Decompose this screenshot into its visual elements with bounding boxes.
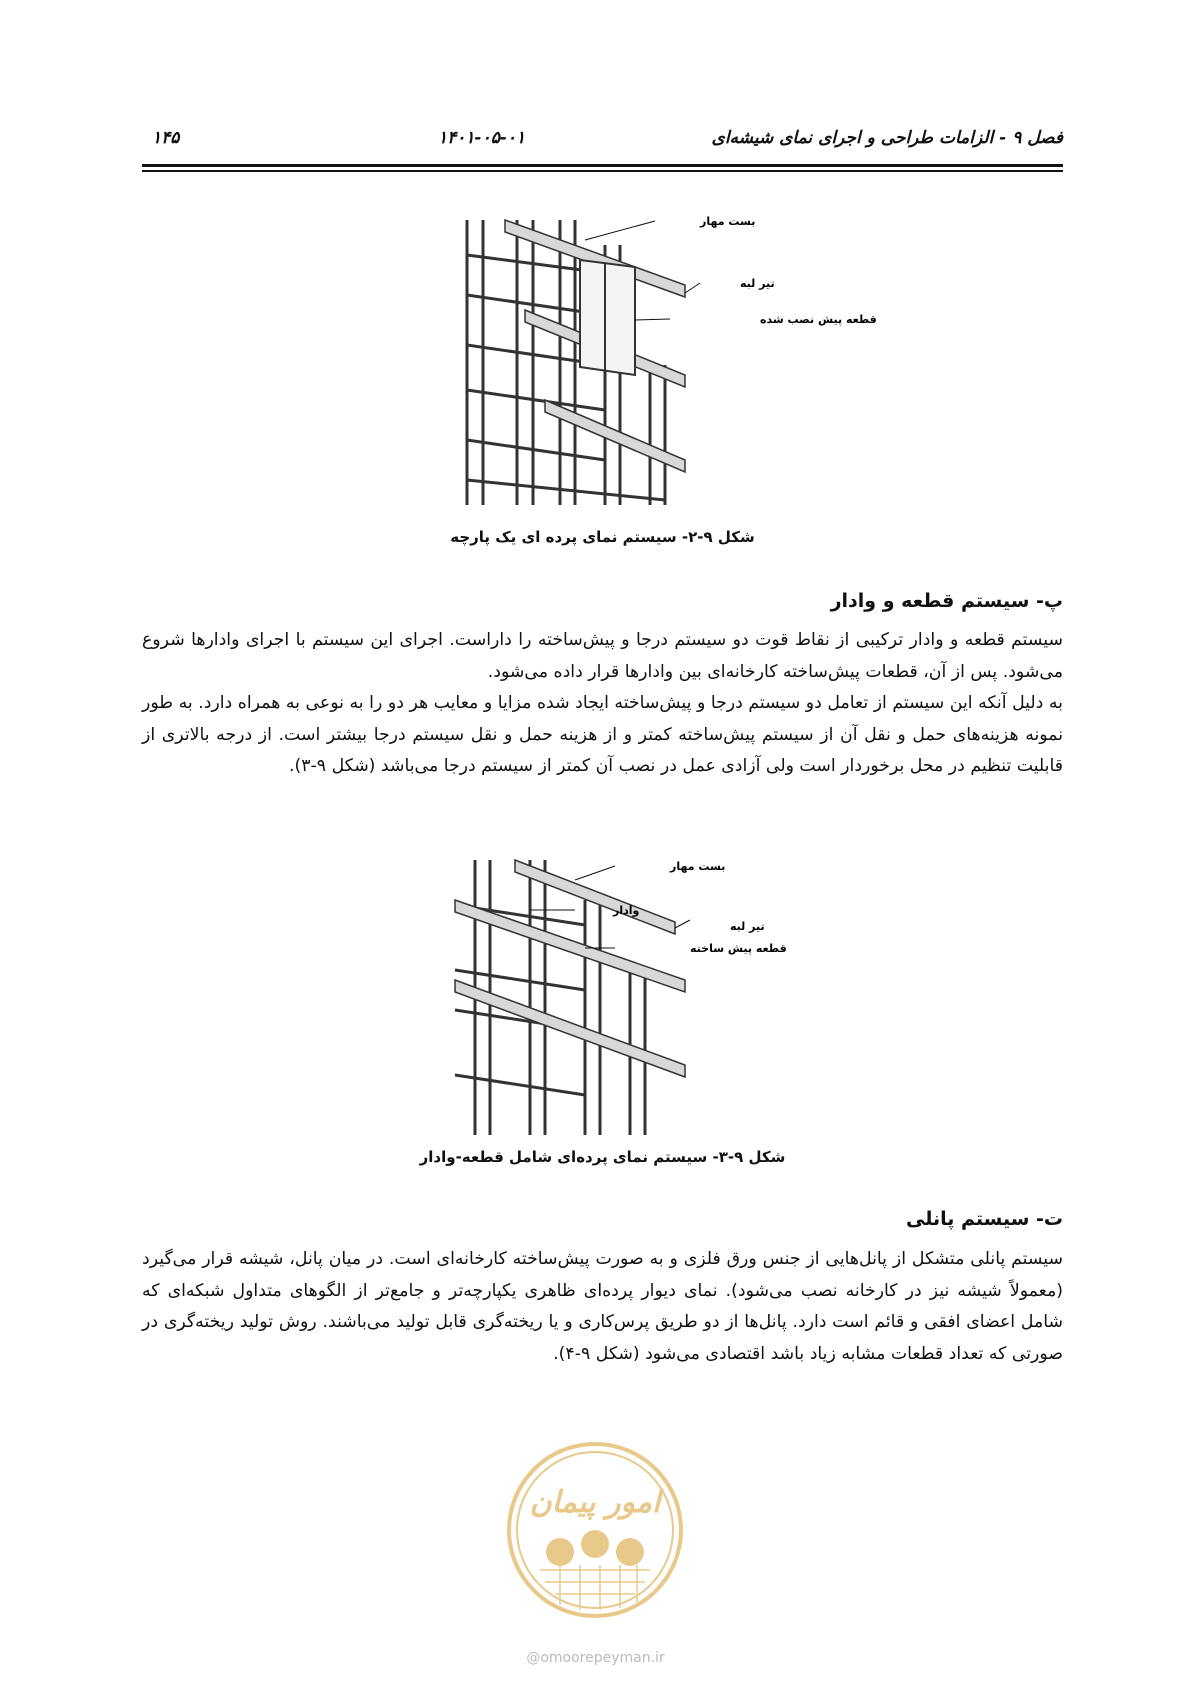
watermark-handle: @omoorepeyman.ir [526,1650,665,1666]
figure2-label-mullion: وادار [613,904,640,917]
figure-stick-unit-curtain-wall [455,860,787,1135]
watermark-logo-text: امور پیمان [529,1485,661,1520]
section-p-paragraph-2: به دلیل آنکه این سیستم از تعامل دو سیستم درجا و پیش‌ساخته ایجاد شده مزایا و معایب هر دو را به نوعی به همراه دارد. به طور نمونه هزینه‌های حمل و نقل آن از سیستم پیش‌ساخته کمتر و از هزینه حمل و نقل سیستم درجا بیشتر است. از درجه بالاتری از قابلیت تنظیم در محل برخوردار است ولی آزادی عمل در نصب آن کمتر از سیستم درجا می‌باشد (شکل ۹-۳). [142,693,1063,776]
header-date: ۱۴۰۱-۰۵-۰۱ [438,128,526,148]
section-p-paragraph-1: سیستم قطعه و وادار ترکیبی از نقاط قوت دو سیستم درجا و پیش‌ساخته را داراست. اجرای این سیستم با اجرای وادارها شروع می‌شود. پس از آن، قطعات پیش‌ساخته کارخانه‌ای بین وادارها قرار داده می‌شود. [142,630,1063,682]
watermark-logo [505,1440,685,1620]
figure2-label-edge-beam: تیر لبه [730,920,765,933]
section-p-body [142,625,1063,783]
header-rule-bottom [142,170,1063,172]
figure2-label-prefab: قطعه پیش ساخته [690,942,787,955]
figure1-caption: شکل ۹-۲- سیستم نمای پرده ای یک پارچه [450,528,755,546]
chapter-title: فصل ۹ - الزامات طراحی و اجرای نمای شیشه‌ای [711,128,1063,148]
figure1-label-anchor: بست مهار [700,215,756,228]
figure1-label-edge-beam: تیر لبه [740,277,775,290]
figure2-caption: شکل ۹-۳- سیستم نمای پرده‌ای شامل قطعه-وادار [419,1148,786,1166]
header-rule-top [142,164,1063,167]
figure2-label-anchor: بست مهار [670,860,726,873]
figure-unitized-curtain-wall [455,215,877,505]
page-number: ۱۴۵ [152,128,180,148]
section-p-heading: پ- سیستم قطعه و وادار [830,590,1063,612]
section-t-paragraph-1: سیستم پانلی متشکل از پانل‌هایی از جنس ورق فلزی و به صورت پیش‌ساخته کارخانه‌ای است. در میان پانل، شیشه قرار می‌گیرد (معمولاً شیشه نیز در کارخانه نصب می‌شود). نمای دیوار پرده‌ای ظاهری یکپارچه‌تر و جامع‌تر از الگوهای متداول شبکه‌ای که شامل اعضای افقی و قائم است دارد. پانل‌ها از دو طریق پرس‌کاری و یا ریخته‌گری قابل تولید می‌باشند. روش تولید ریخته‌گری در صورتی که تعداد قطعات مشابه زیاد باشد اقتصادی می‌شود (شکل ۹-۴). [142,1249,1063,1364]
section-t-heading: ت- سیستم پانلی [905,1208,1063,1230]
figure1-label-prefab: قطعه پیش نصب شده [760,313,877,326]
section-t-body [142,1244,1063,1370]
